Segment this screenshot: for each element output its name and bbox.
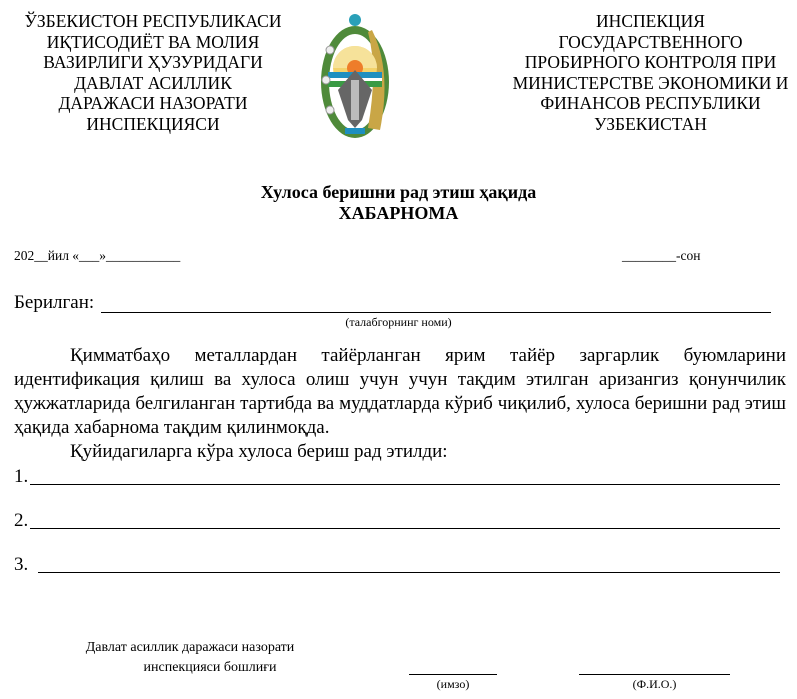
reason-number: 1. — [14, 466, 29, 487]
header-left-uz — [0, 11, 306, 134]
reason-1-field[interactable] — [30, 484, 780, 485]
header-line: МИНИСТЕРСТВЕ ЭКОНОМИКИ И — [512, 72, 789, 93]
document-title: ХАБАРНОМА — [338, 203, 459, 223]
signature-caption: (имзо) — [436, 677, 470, 691]
reason-number: 3. — [14, 554, 29, 575]
reason-number: 2. — [14, 510, 29, 531]
reason-2-field[interactable] — [30, 528, 780, 529]
state-emblem-icon — [318, 10, 392, 142]
position-line2: инспекцияси бошлиғи — [143, 660, 277, 675]
full-name-field[interactable] — [579, 674, 730, 675]
header-line: ВАЗИРЛИГИ ҲУЗУРИДАГИ — [43, 52, 263, 72]
header-line: ИНСПЕКЦИЯСИ — [86, 113, 220, 134]
header-line: ПРОБИРНОГО КОНТРОЛЯ ПРИ — [524, 52, 777, 72]
header-line: ИНСПЕКЦИЯ — [596, 11, 705, 31]
header-line: ДАРАЖАСИ НАЗОРАТИ — [58, 93, 248, 113]
body-text — [14, 344, 786, 464]
document-subtitle: Хулоса беришни рад этиш ҳақида — [260, 182, 537, 202]
header-line: ДАВЛАТ АСИЛЛИК — [74, 72, 232, 93]
name-caption: (Ф.И.О.) — [632, 677, 677, 691]
header-line: ФИНАНСОВ РЕСПУБЛИКИ — [540, 93, 761, 113]
header-line: ГОСУДАРСТВЕННОГО — [558, 31, 743, 52]
position-line1: Давлат асиллик даражаси назорати — [85, 640, 295, 655]
header-right-ru — [478, 11, 797, 134]
body-paragraph: Қуйидагиларга кўра хулоса бериш рад этилди: — [70, 441, 448, 462]
body-paragraph: Қимматбаҳо металлардан тайёрланган ярим тайёр заргарлик буюмларини идентификация қилиш ва хулоса олиш учун учун тақдим этилган аризангиз қонунчилик ҳужжатларида белгиланган тартибда ва муддатларда кўриб чиқилиб, хулоса беришни рад этиш ҳақида хабарнома тақдим қилинмоқда. — [14, 345, 786, 438]
applicant-caption: (талабгорнинг номи) — [345, 315, 452, 329]
issued-label: Берилган: — [14, 292, 95, 313]
date-field[interactable]: 202__йил «___»___________ — [14, 248, 181, 263]
number-field[interactable]: ________-сон — [622, 248, 701, 263]
header-line: УЗБЕКИСТАН — [594, 113, 707, 134]
signature-field[interactable] — [409, 674, 497, 675]
reason-3-field[interactable] — [38, 572, 780, 573]
header-line: ИҚТИСОДИЁТ ВА МОЛИЯ — [46, 31, 260, 52]
header-line: ЎЗБЕКИСТОН РЕСПУБЛИКАСИ — [24, 11, 282, 31]
applicant-name-field[interactable] — [101, 312, 771, 313]
